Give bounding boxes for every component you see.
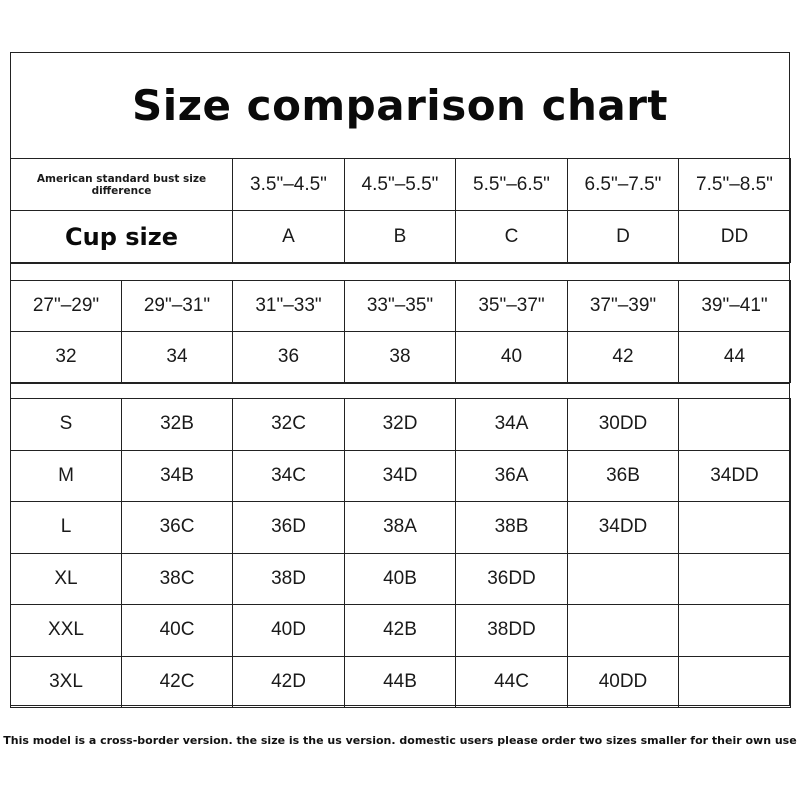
bra-size-cell: 36C <box>122 502 233 554</box>
band-size-cell: 40 <box>456 332 568 383</box>
underbust-range-cell: 29"–31" <box>122 281 233 332</box>
bra-size-cell: 36D <box>233 502 345 554</box>
letter-size-cell: XL <box>11 553 122 605</box>
cup-size-cell: C <box>456 211 568 263</box>
letter-size-cell: L <box>11 502 122 554</box>
bra-size-cell: 38A <box>345 502 456 554</box>
bra-size-cell: 36DD <box>456 553 568 605</box>
size-row <box>11 605 791 657</box>
bra-size-cell: 44C <box>456 656 568 708</box>
band-size-cell: 36 <box>233 332 345 383</box>
bra-size-cell: 34A <box>456 399 568 451</box>
bra-size-cell: 40D <box>233 605 345 657</box>
bra-size-cell: 38D <box>233 553 345 605</box>
letter-size-cell: XXL <box>11 605 122 657</box>
size-row <box>11 502 791 554</box>
band-size-cell: 32 <box>11 332 122 383</box>
bra-size-cell: 34DD <box>568 502 679 554</box>
band-size-cell: 34 <box>122 332 233 383</box>
bra-size-cell: 34C <box>233 450 345 502</box>
cup-size-row <box>11 211 791 263</box>
bust-difference-cell: 6.5"–7.5" <box>568 159 679 211</box>
bra-size-cell: 40DD <box>568 656 679 708</box>
bust-difference-cell: 3.5"–4.5" <box>233 159 345 211</box>
bra-size-cell: 32D <box>345 399 456 451</box>
size-row <box>11 450 791 502</box>
cup-size-table <box>10 158 791 263</box>
bust-difference-cell: 7.5"–8.5" <box>679 159 791 211</box>
bra-size-cell: 36A <box>456 450 568 502</box>
bra-size-cell <box>679 656 791 708</box>
bra-size-cell: 32B <box>122 399 233 451</box>
bust-difference-cell: 5.5"–6.5" <box>456 159 568 211</box>
letter-size-cell: M <box>11 450 122 502</box>
bra-size-cell <box>679 553 791 605</box>
underbust-range-cell: 31"–33" <box>233 281 345 332</box>
bra-size-cell <box>679 399 791 451</box>
size-chart <box>10 52 790 706</box>
bust-difference-row <box>11 159 791 211</box>
band-size-cell: 42 <box>568 332 679 383</box>
band-size-table <box>10 280 791 383</box>
bra-size-cell <box>568 605 679 657</box>
band-size-row <box>11 332 791 383</box>
title-band <box>11 53 789 159</box>
underbust-range-cell: 33"–35" <box>345 281 456 332</box>
underbust-range-cell: 37"–39" <box>568 281 679 332</box>
underbust-range-cell: 27"–29" <box>11 281 122 332</box>
section-divider <box>11 263 789 264</box>
section-divider <box>11 383 789 384</box>
bra-size-cell <box>679 605 791 657</box>
bra-size-cell: 40B <box>345 553 456 605</box>
band-size-cell: 38 <box>345 332 456 383</box>
bra-size-cell: 38DD <box>456 605 568 657</box>
bra-size-cell: 38B <box>456 502 568 554</box>
underbust-range-cell: 35"–37" <box>456 281 568 332</box>
bra-size-cell: 42D <box>233 656 345 708</box>
bra-size-cell <box>568 553 679 605</box>
bra-size-cell: 38C <box>122 553 233 605</box>
bra-size-cell <box>679 502 791 554</box>
bust-difference-cell: 4.5"–5.5" <box>345 159 456 211</box>
size-conversion-table <box>10 398 791 708</box>
letter-size-cell: 3XL <box>11 656 122 708</box>
bra-size-cell: 44B <box>345 656 456 708</box>
letter-size-cell: S <box>11 399 122 451</box>
size-row <box>11 553 791 605</box>
cup-size-cell: DD <box>679 211 791 263</box>
cup-size-cell: B <box>345 211 456 263</box>
size-row <box>11 656 791 708</box>
bra-size-cell: 34D <box>345 450 456 502</box>
footnote: This model is a cross-border version. the size is the us version. domestic users please order two sizes smaller for their own use <box>3 734 797 747</box>
bra-size-cell: 32C <box>233 399 345 451</box>
chart-title: Size comparison chart <box>131 81 669 130</box>
bust-difference-label: American standard bust size difference <box>11 159 233 211</box>
underbust-range-row <box>11 281 791 332</box>
cup-size-label: Cup size <box>11 211 233 263</box>
underbust-range-cell: 39"–41" <box>679 281 791 332</box>
band-size-cell: 44 <box>679 332 791 383</box>
size-row <box>11 399 791 451</box>
bra-size-cell: 30DD <box>568 399 679 451</box>
bra-size-cell: 42B <box>345 605 456 657</box>
bra-size-cell: 34B <box>122 450 233 502</box>
bra-size-cell: 40C <box>122 605 233 657</box>
cup-size-cell: A <box>233 211 345 263</box>
cup-size-cell: D <box>568 211 679 263</box>
bra-size-cell: 42C <box>122 656 233 708</box>
bra-size-cell: 34DD <box>679 450 791 502</box>
bra-size-cell: 36B <box>568 450 679 502</box>
